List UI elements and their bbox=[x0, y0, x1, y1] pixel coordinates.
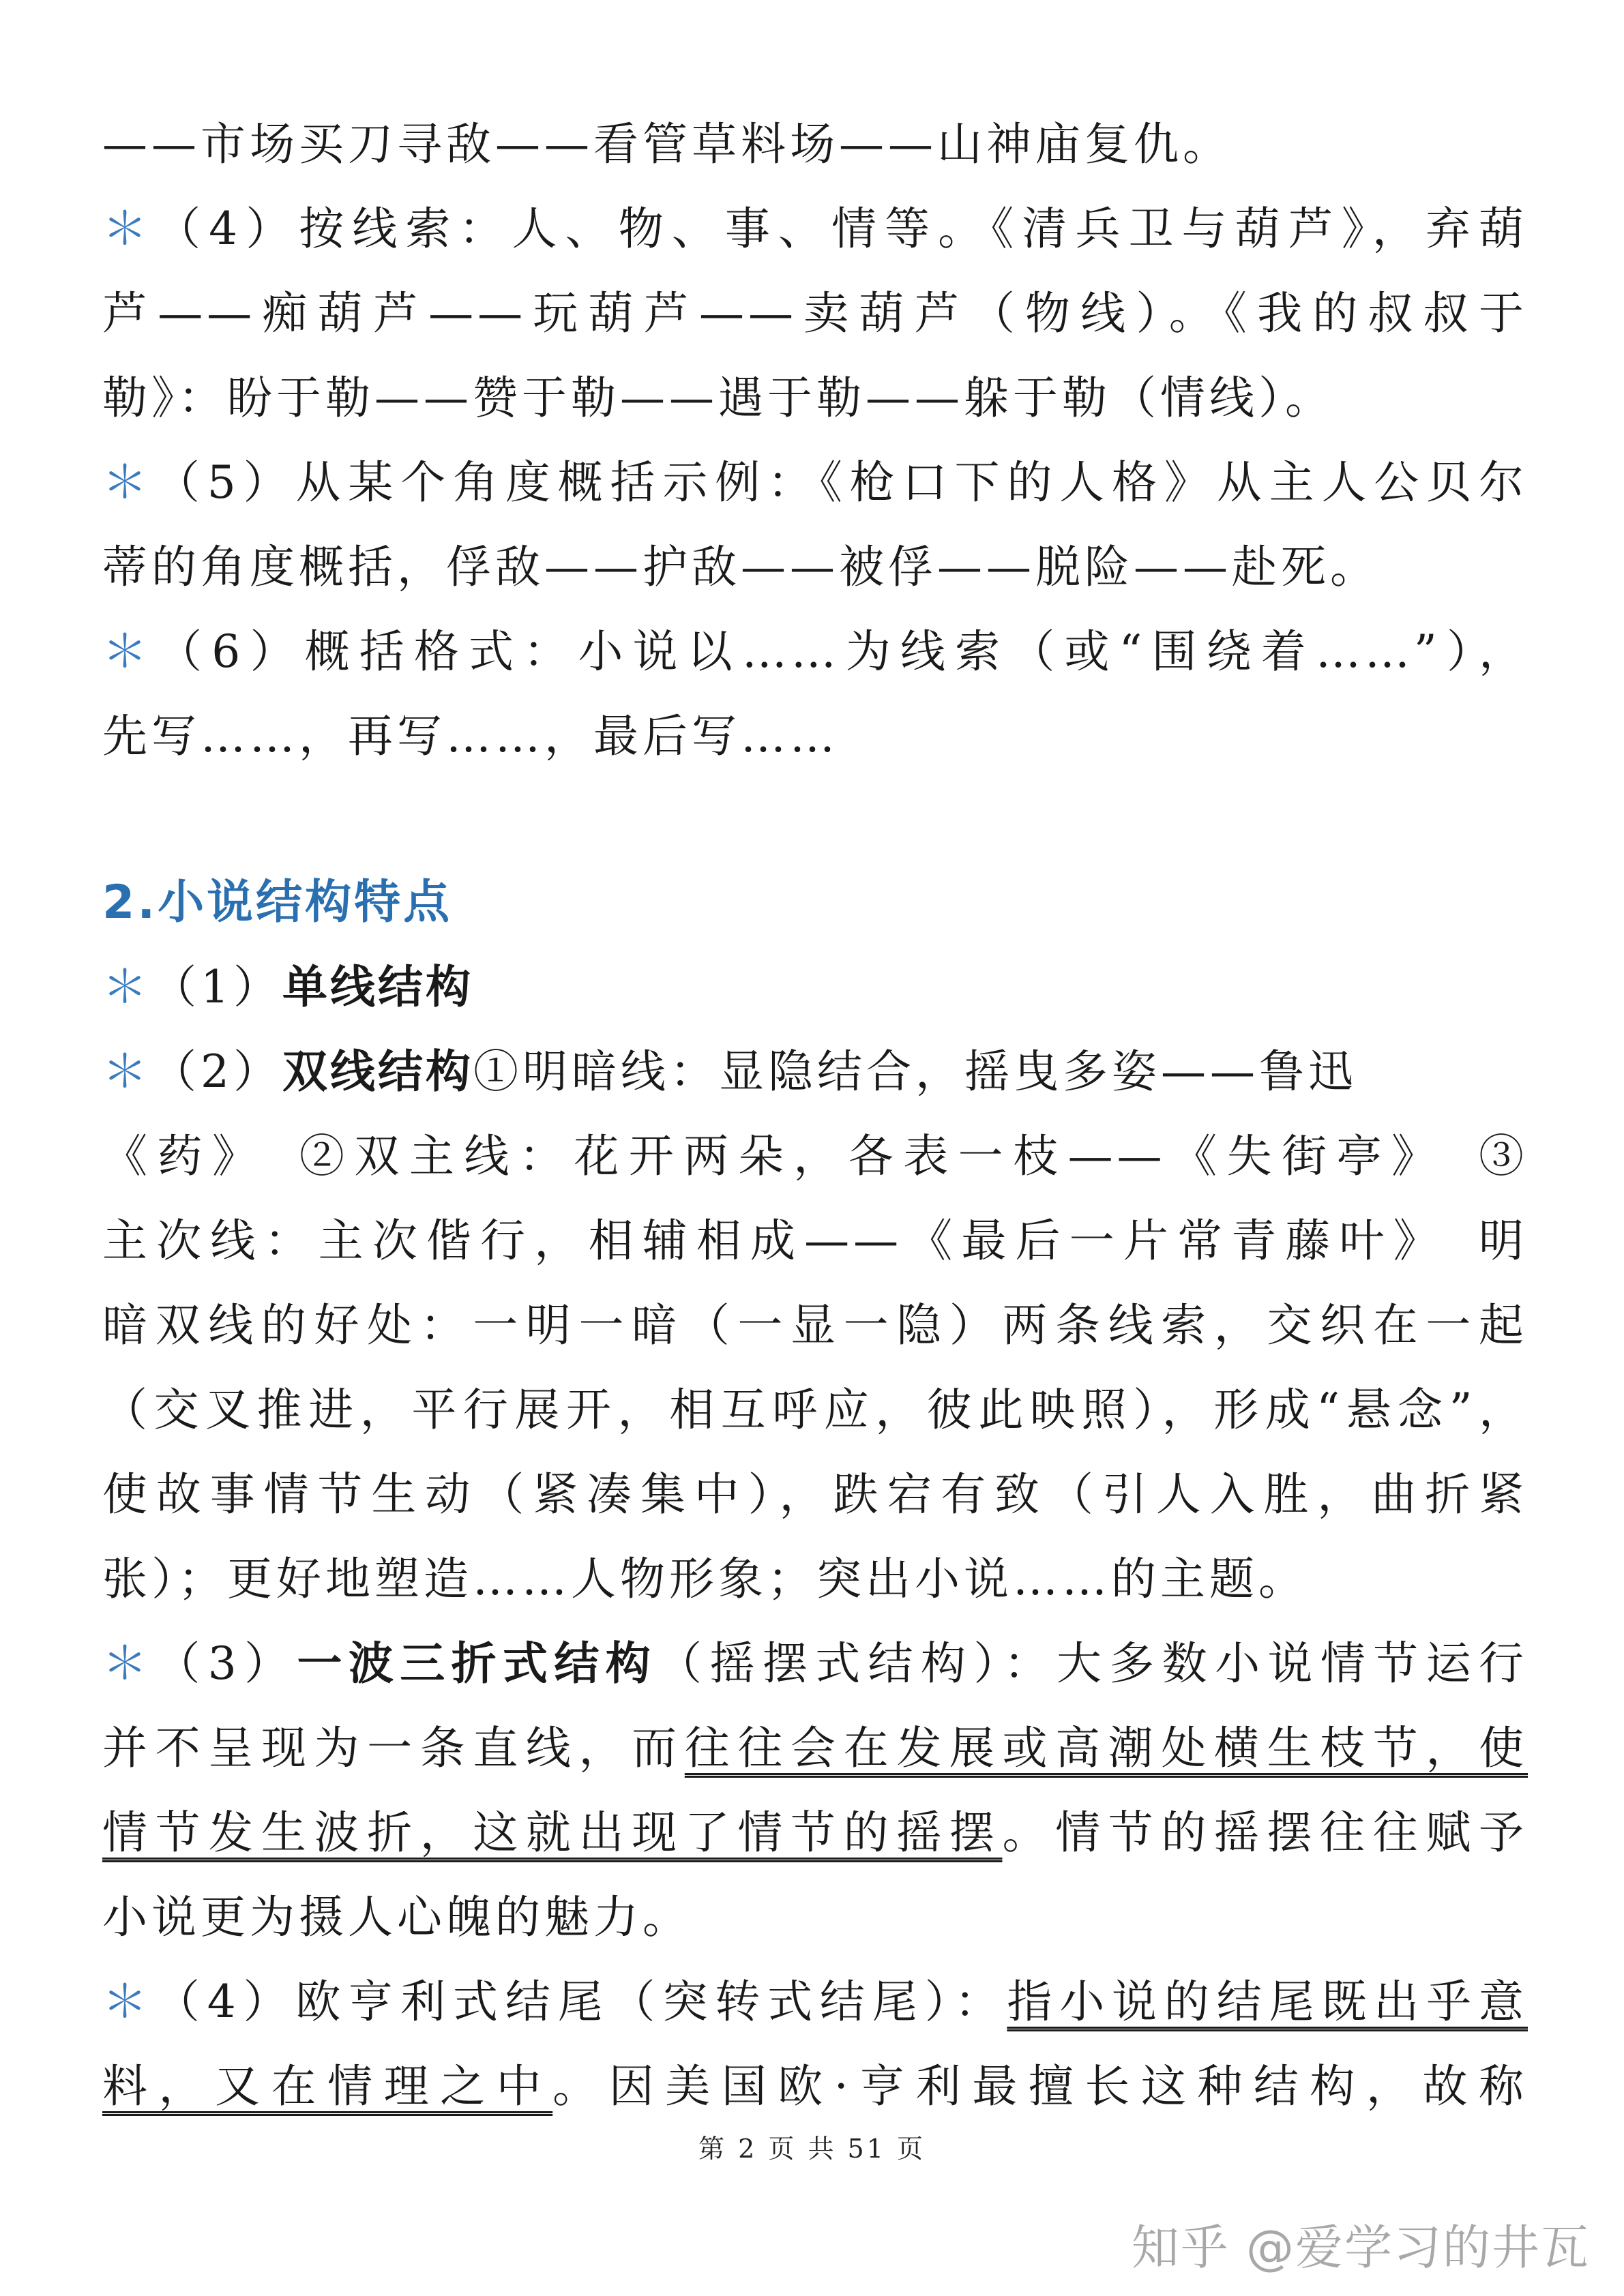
underlined-text: 料，又在情理之中 bbox=[102, 2060, 553, 2113]
section-gap bbox=[102, 779, 1528, 861]
text-line bbox=[102, 102, 1528, 187]
underlined-text: 指小说的结尾既出乎意 bbox=[1007, 1976, 1529, 2028]
text-span: 使故事情节生动（紧凑集中），跌宕有致（引人入胜，曲折紧 bbox=[102, 1468, 1528, 1521]
text-line bbox=[102, 441, 1528, 525]
text-span: （3） bbox=[155, 1637, 297, 1690]
text-line bbox=[102, 610, 1528, 694]
text-span: 先写……，再写……，最后写…… bbox=[102, 710, 839, 762]
text-line bbox=[102, 187, 1528, 271]
text-line bbox=[102, 1875, 1528, 1960]
asterisk-icon: ＊ bbox=[102, 625, 158, 678]
bold-term: 一波三折式结构 bbox=[297, 1637, 658, 1690]
text-line bbox=[102, 1452, 1528, 1537]
text-line bbox=[102, 1706, 1528, 1791]
text-span: 。因美国欧·亨利最擅长这种结构，故称 bbox=[552, 2060, 1529, 2113]
text-line bbox=[102, 525, 1528, 610]
watermark-logo: 知乎 @爱学习的井瓦 bbox=[1131, 2220, 1590, 2276]
text-span: 张）；更好地塑造……人物形象；突出小说……的主题。 bbox=[102, 1553, 1308, 1605]
text-span: 蒂的角度概括，俘敌——护敌——被俘——脱险——赴死。 bbox=[102, 541, 1379, 593]
text-span: 暗双线的好处：一明一暗（一显一隐）两条线索，交织在一起 bbox=[102, 1299, 1528, 1352]
text-line bbox=[102, 1283, 1528, 1368]
bold-term: 单线结构 bbox=[282, 961, 473, 1013]
text-line bbox=[102, 1960, 1528, 2044]
text-line bbox=[102, 1368, 1528, 1452]
asterisk-icon: ＊ bbox=[102, 1045, 151, 1098]
text-line bbox=[102, 1537, 1528, 1622]
text-line bbox=[102, 1114, 1528, 1199]
asterisk-icon: ＊ bbox=[102, 961, 151, 1013]
text-line bbox=[102, 356, 1528, 441]
text-line bbox=[102, 1791, 1528, 1875]
text-span: （交叉推进，平行展开，相互呼应，彼此映照），形成“悬念”， bbox=[102, 1384, 1528, 1436]
text-span: （4）欧亨利式结尾（突转式结尾）： bbox=[154, 1976, 1007, 2028]
document-page bbox=[102, 102, 1528, 2129]
text-span: （6）概括格式：小说以……为线索（或“围绕着……”）， bbox=[157, 625, 1528, 678]
text-span: 并不呈现为一条直线，而 bbox=[102, 1722, 685, 1774]
asterisk-icon: ＊ bbox=[102, 1976, 155, 2028]
text-span: 勒》：盼于勒——赞于勒——遇于勒——躲于勒（情线）。 bbox=[102, 372, 1334, 424]
text-span: （1） bbox=[151, 961, 282, 1013]
text-line bbox=[102, 694, 1528, 779]
text-line bbox=[102, 1030, 1528, 1114]
bold-term: 双线结构 bbox=[282, 1045, 473, 1098]
text-span: （5）从某个角度概括示例：《枪口下的人格》从主人公贝尔 bbox=[154, 456, 1528, 509]
underlined-text: 情节发生波折，这就出现了情节的摇摆 bbox=[102, 1806, 1003, 1859]
text-span: （2） bbox=[151, 1045, 282, 1098]
asterisk-icon: ＊ bbox=[102, 203, 156, 255]
text-line bbox=[102, 271, 1528, 356]
text-span: 主次线：主次偕行，相辅相成——《最后一片常青藤叶》 明 bbox=[102, 1214, 1528, 1267]
text-span: （4）按线索：人、物、事、情等。《清兵卫与葫芦》，弃葫 bbox=[156, 203, 1528, 255]
text-span: 小说更为摄人心魄的魅力。 bbox=[102, 1891, 692, 1943]
asterisk-icon: ＊ bbox=[102, 456, 155, 509]
section-heading: 2.小说结构特点 bbox=[102, 876, 453, 929]
asterisk-icon: ＊ bbox=[102, 1637, 156, 1690]
text-span: ①明暗线：显隐结合，摇曳多姿——鲁迅 bbox=[473, 1045, 1357, 1098]
text-span: 。情节的摇摆往往赋予 bbox=[1002, 1806, 1529, 1859]
page-footer: 第 2 页 共 51 页 bbox=[698, 2134, 926, 2164]
text-span: 芦——痴葫芦——玩葫芦——卖葫芦（物线）。《我的叔叔于 bbox=[102, 287, 1528, 340]
text-line bbox=[102, 945, 1528, 1030]
text-line bbox=[102, 2044, 1528, 2129]
text-span: （摇摆式结构）：大多数小说情节运行 bbox=[657, 1637, 1529, 1690]
text-span: 《药》 ②双主线：花开两朵，各表一枝——《失街亭》 ③ bbox=[102, 1130, 1528, 1182]
text-line bbox=[102, 1622, 1528, 1706]
text-span: ——市场买刀寻敌——看管草料场——山神庙复仇。 bbox=[102, 118, 1232, 170]
underlined-text: 往往会在发展或高潮处横生枝节，使 bbox=[684, 1722, 1529, 1774]
text-line bbox=[102, 1199, 1528, 1283]
